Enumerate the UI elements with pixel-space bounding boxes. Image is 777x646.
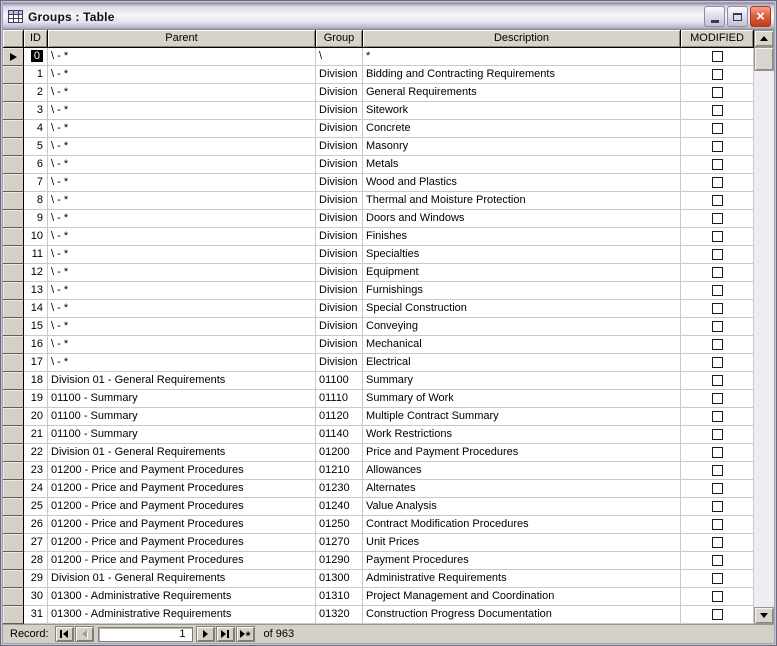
maximize-button[interactable]	[727, 6, 748, 27]
record-selector[interactable]	[3, 462, 24, 480]
modified-checkbox[interactable]	[712, 195, 723, 206]
cell-id[interactable]: 14	[24, 300, 48, 318]
cell-description[interactable]: Unit Prices	[363, 534, 681, 552]
cell-description[interactable]: Mechanical	[363, 336, 681, 354]
cell-description[interactable]: Alternates	[363, 480, 681, 498]
cell-modified[interactable]	[681, 444, 754, 462]
cell-modified[interactable]	[681, 48, 754, 66]
cell-parent[interactable]: \ - *	[48, 210, 316, 228]
cell-group[interactable]: Division	[316, 66, 363, 84]
cell-id[interactable]: 21	[24, 426, 48, 444]
modified-checkbox[interactable]	[712, 501, 723, 512]
new-record-button[interactable]: *	[236, 626, 255, 642]
cell-parent[interactable]: \ - *	[48, 192, 316, 210]
cell-id[interactable]: 4	[24, 120, 48, 138]
cell-parent[interactable]: Division 01 - General Requirements	[48, 570, 316, 588]
cell-description[interactable]: Thermal and Moisture Protection	[363, 192, 681, 210]
record-label: Record:	[10, 628, 49, 640]
cell-modified[interactable]	[681, 84, 754, 102]
cell-modified[interactable]	[681, 336, 754, 354]
cell-description[interactable]: Specialties	[363, 246, 681, 264]
record-selector[interactable]	[3, 300, 24, 318]
modified-checkbox[interactable]	[712, 357, 723, 368]
cell-parent[interactable]: \ - *	[48, 48, 316, 66]
cell-modified[interactable]	[681, 552, 754, 570]
cell-parent[interactable]: 01200 - Price and Payment Procedures	[48, 480, 316, 498]
cell-description[interactable]: Masonry	[363, 138, 681, 156]
table-row	[3, 120, 754, 138]
modified-checkbox[interactable]	[712, 69, 723, 80]
cell-group[interactable]: Division	[316, 246, 363, 264]
cell-id[interactable]: 27	[24, 534, 48, 552]
cell-id[interactable]: 20	[24, 408, 48, 426]
modified-checkbox[interactable]	[712, 159, 723, 170]
modified-checkbox[interactable]	[712, 375, 723, 386]
modified-checkbox[interactable]	[712, 555, 723, 566]
table-row	[3, 48, 754, 66]
modified-checkbox[interactable]	[712, 339, 723, 350]
table-row	[3, 156, 754, 174]
table-row	[3, 84, 754, 102]
table-row	[3, 354, 754, 372]
cell-description[interactable]: General Requirements	[363, 84, 681, 102]
cell-description[interactable]: Sitework	[363, 102, 681, 120]
modified-checkbox[interactable]	[712, 447, 723, 458]
cell-parent[interactable]: 01300 - Administrative Requirements	[48, 606, 316, 624]
cell-group[interactable]: Division	[316, 354, 363, 372]
scroll-up-button[interactable]	[754, 30, 774, 47]
table-row	[3, 534, 754, 552]
cell-modified[interactable]	[681, 462, 754, 480]
last-record-button[interactable]	[216, 626, 235, 642]
modified-checkbox[interactable]	[712, 249, 723, 260]
cell-description[interactable]: Electrical	[363, 354, 681, 372]
modified-checkbox[interactable]	[712, 411, 723, 422]
first-record-button[interactable]	[55, 626, 74, 642]
cell-modified[interactable]	[681, 516, 754, 534]
table-row	[3, 444, 754, 462]
cell-description[interactable]: *	[363, 48, 681, 66]
record-selector[interactable]	[3, 210, 24, 228]
cell-group[interactable]: 01200	[316, 444, 363, 462]
table-row	[3, 318, 754, 336]
modified-checkbox[interactable]	[712, 519, 723, 530]
cell-modified[interactable]	[681, 66, 754, 84]
modified-checkbox[interactable]	[712, 429, 723, 440]
cell-description[interactable]: Furnishings	[363, 282, 681, 300]
cell-group[interactable]: 01210	[316, 462, 363, 480]
modified-checkbox[interactable]	[712, 87, 723, 98]
table-icon	[8, 10, 23, 23]
modified-checkbox[interactable]	[712, 465, 723, 476]
record-selector[interactable]	[3, 390, 24, 408]
record-selector[interactable]	[3, 138, 24, 156]
close-button[interactable]	[750, 6, 771, 27]
modified-checkbox[interactable]	[712, 393, 723, 404]
cell-id[interactable]: 3	[24, 102, 48, 120]
cell-group[interactable]: Division	[316, 174, 363, 192]
record-selector[interactable]	[3, 48, 24, 66]
cell-description[interactable]: Price and Payment Procedures	[363, 444, 681, 462]
cell-parent[interactable]: \ - *	[48, 156, 316, 174]
cell-parent[interactable]: 01100 - Summary	[48, 426, 316, 444]
table-row	[3, 210, 754, 228]
cell-modified[interactable]	[681, 192, 754, 210]
cell-id[interactable]: 7	[24, 174, 48, 192]
cell-description[interactable]: Bidding and Contracting Requirements	[363, 66, 681, 84]
minimize-icon	[711, 20, 719, 23]
cell-description[interactable]: Summary of Work	[363, 390, 681, 408]
modified-checkbox[interactable]	[712, 231, 723, 242]
cell-modified[interactable]	[681, 318, 754, 336]
cell-id[interactable]: 1	[24, 66, 48, 84]
modified-checkbox[interactable]	[712, 141, 723, 152]
cell-modified[interactable]	[681, 606, 754, 624]
record-selector[interactable]	[3, 66, 24, 84]
record-selector[interactable]	[3, 372, 24, 390]
table-row	[3, 246, 754, 264]
cell-id[interactable]: 2	[24, 84, 48, 102]
cell-modified[interactable]	[681, 480, 754, 498]
cell-group[interactable]: 01250	[316, 516, 363, 534]
cell-group[interactable]: Division	[316, 336, 363, 354]
cell-modified[interactable]	[681, 120, 754, 138]
cell-group[interactable]: Division	[316, 210, 363, 228]
cell-id[interactable]: 8	[24, 192, 48, 210]
cell-description[interactable]: Metals	[363, 156, 681, 174]
cell-group[interactable]: 01290	[316, 552, 363, 570]
cell-id[interactable]: 23	[24, 462, 48, 480]
modified-checkbox[interactable]	[712, 213, 723, 224]
cell-modified[interactable]	[681, 210, 754, 228]
table-row	[3, 498, 754, 516]
modified-checkbox[interactable]	[712, 123, 723, 134]
previous-record-button[interactable]	[75, 626, 94, 642]
table-row	[3, 552, 754, 570]
cell-modified[interactable]	[681, 354, 754, 372]
cell-group[interactable]: Division	[316, 228, 363, 246]
cell-parent[interactable]: 01200 - Price and Payment Procedures	[48, 534, 316, 552]
scrollbar-thumb[interactable]	[754, 47, 774, 71]
cell-group[interactable]: Division	[316, 102, 363, 120]
cell-group[interactable]: Division	[316, 318, 363, 336]
cell-modified[interactable]	[681, 228, 754, 246]
cell-description[interactable]: Value Analysis	[363, 498, 681, 516]
cell-group[interactable]: Division	[316, 84, 363, 102]
cell-description[interactable]: Work Restrictions	[363, 426, 681, 444]
cell-parent[interactable]: \ - *	[48, 66, 316, 84]
table-row	[3, 588, 754, 606]
cell-parent[interactable]: \ - *	[48, 246, 316, 264]
record-selector[interactable]	[3, 408, 24, 426]
record-selector[interactable]	[3, 102, 24, 120]
minimize-button[interactable]	[704, 6, 725, 27]
cell-group[interactable]: 01120	[316, 408, 363, 426]
record-selector[interactable]	[3, 570, 24, 588]
table-row	[3, 264, 754, 282]
record-selector[interactable]	[3, 336, 24, 354]
cell-parent[interactable]: \ - *	[48, 120, 316, 138]
cell-parent[interactable]: \ - *	[48, 336, 316, 354]
cell-id[interactable]: 11	[24, 246, 48, 264]
modified-checkbox[interactable]	[712, 609, 723, 620]
cell-modified[interactable]	[681, 570, 754, 588]
record-selector[interactable]	[3, 246, 24, 264]
cell-group[interactable]: 01270	[316, 534, 363, 552]
cell-modified[interactable]	[681, 390, 754, 408]
table-row	[3, 336, 754, 354]
record-selector[interactable]	[3, 192, 24, 210]
close-icon: ×	[756, 8, 765, 25]
first-record-icon	[60, 630, 62, 638]
cell-description[interactable]: Concrete	[363, 120, 681, 138]
record-selector[interactable]	[3, 606, 24, 624]
record-selector[interactable]	[3, 264, 24, 282]
window-title: Groups : Table	[28, 9, 115, 24]
modified-checkbox[interactable]	[712, 483, 723, 494]
cell-group[interactable]: 01110	[316, 390, 363, 408]
cell-description[interactable]: Payment Procedures	[363, 552, 681, 570]
cell-group[interactable]: 01140	[316, 426, 363, 444]
record-selector[interactable]	[3, 318, 24, 336]
cell-id[interactable]: 25	[24, 498, 48, 516]
table-row	[3, 480, 754, 498]
record-selector[interactable]	[3, 552, 24, 570]
modified-checkbox[interactable]	[712, 105, 723, 116]
cell-id[interactable]: 9	[24, 210, 48, 228]
cell-modified[interactable]	[681, 588, 754, 606]
table-row	[3, 372, 754, 390]
cell-description[interactable]: Doors and Windows	[363, 210, 681, 228]
next-record-button[interactable]	[196, 626, 215, 642]
cell-group[interactable]: 01240	[316, 498, 363, 516]
table-row	[3, 570, 754, 588]
record-selector[interactable]	[3, 156, 24, 174]
table-row	[3, 102, 754, 120]
cell-id[interactable]: 17	[24, 354, 48, 372]
datasheet-area	[3, 30, 774, 643]
cell-parent[interactable]: 01200 - Price and Payment Procedures	[48, 516, 316, 534]
cell-description[interactable]: Contract Modification Procedures	[363, 516, 681, 534]
cell-parent[interactable]: \ - *	[48, 102, 316, 120]
table-row	[3, 138, 754, 156]
new-record-icon	[240, 630, 245, 638]
record-selector[interactable]	[3, 426, 24, 444]
cell-id[interactable]: 31	[24, 606, 48, 624]
cell-id[interactable]: 30	[24, 588, 48, 606]
cell-parent[interactable]: \ - *	[48, 300, 316, 318]
cell-id[interactable]: 6	[24, 156, 48, 174]
table-row	[3, 606, 754, 624]
column-header-modified[interactable]: MODIFIED	[681, 30, 754, 48]
cell-group[interactable]: Division	[316, 120, 363, 138]
cell-group[interactable]: 01300	[316, 570, 363, 588]
modified-checkbox[interactable]	[712, 537, 723, 548]
modified-checkbox[interactable]	[712, 321, 723, 332]
cell-parent[interactable]: 01200 - Price and Payment Procedures	[48, 462, 316, 480]
cell-description[interactable]: Finishes	[363, 228, 681, 246]
cell-modified[interactable]	[681, 534, 754, 552]
cell-id[interactable]: 24	[24, 480, 48, 498]
cell-parent[interactable]: \ - *	[48, 228, 316, 246]
record-number-input[interactable]	[98, 627, 193, 642]
cell-id[interactable]: 29	[24, 570, 48, 588]
next-record-icon	[203, 630, 208, 638]
cell-parent[interactable]: 01100 - Summary	[48, 408, 316, 426]
table-row	[3, 174, 754, 192]
record-selector[interactable]	[3, 534, 24, 552]
cell-modified[interactable]	[681, 282, 754, 300]
cell-group[interactable]: Division	[316, 264, 363, 282]
table-row	[3, 228, 754, 246]
cell-id[interactable]: 5	[24, 138, 48, 156]
table-row	[3, 192, 754, 210]
table-row	[3, 462, 754, 480]
cell-id[interactable]: 18	[24, 372, 48, 390]
record-selector[interactable]	[3, 480, 24, 498]
cell-modified[interactable]	[681, 264, 754, 282]
cell-group[interactable]: \	[316, 48, 363, 66]
cell-description[interactable]: Summary	[363, 372, 681, 390]
title-bar[interactable]	[3, 3, 774, 30]
cell-group[interactable]: 01230	[316, 480, 363, 498]
table-row	[3, 300, 754, 318]
cell-modified[interactable]	[681, 408, 754, 426]
cell-parent[interactable]: \ - *	[48, 318, 316, 336]
cell-parent[interactable]: \ - *	[48, 174, 316, 192]
record-count-text: of 963	[263, 628, 295, 640]
cell-modified[interactable]	[681, 300, 754, 318]
cell-modified[interactable]	[681, 498, 754, 516]
cell-group[interactable]: Division	[316, 282, 363, 300]
record-selector[interactable]	[3, 174, 24, 192]
datasheet-grid	[3, 30, 754, 624]
cell-id[interactable]: 19	[24, 390, 48, 408]
previous-record-icon	[82, 630, 87, 638]
column-header-row	[3, 30, 754, 48]
cell-parent[interactable]: 01100 - Summary	[48, 390, 316, 408]
record-selector[interactable]	[3, 120, 24, 138]
cell-parent[interactable]: \ - *	[48, 354, 316, 372]
cell-description[interactable]: Project Management and Coordination	[363, 588, 681, 606]
modified-checkbox[interactable]	[712, 285, 723, 296]
cell-group[interactable]: 01100	[316, 372, 363, 390]
cell-id[interactable]	[24, 48, 48, 66]
table-row	[3, 66, 754, 84]
table-row	[3, 282, 754, 300]
chevron-up-icon	[760, 36, 768, 41]
cell-id[interactable]: 28	[24, 552, 48, 570]
vertical-scrollbar[interactable]	[754, 30, 774, 624]
table-row	[3, 408, 754, 426]
modified-checkbox[interactable]	[712, 303, 723, 314]
cell-id[interactable]: 26	[24, 516, 48, 534]
last-record-icon	[221, 630, 226, 638]
record-selector[interactable]	[3, 84, 24, 102]
column-header-group[interactable]: Group	[316, 30, 363, 48]
cell-id[interactable]: 22	[24, 444, 48, 462]
cell-parent[interactable]: \ - *	[48, 264, 316, 282]
record-navigation-bar	[3, 624, 774, 643]
cell-parent[interactable]: \ - *	[48, 84, 316, 102]
modified-checkbox[interactable]	[712, 591, 723, 602]
modified-checkbox[interactable]	[712, 177, 723, 188]
cell-parent[interactable]: 01300 - Administrative Requirements	[48, 588, 316, 606]
scrollbar-track[interactable]	[754, 71, 774, 607]
record-selector[interactable]	[3, 444, 24, 462]
cell-description[interactable]: Special Construction	[363, 300, 681, 318]
cell-group[interactable]: Division	[316, 156, 363, 174]
cell-modified[interactable]	[681, 372, 754, 390]
cell-id[interactable]: 15	[24, 318, 48, 336]
column-header-description[interactable]: Description	[363, 30, 681, 48]
record-selector[interactable]	[3, 228, 24, 246]
column-header-parent[interactable]: Parent	[48, 30, 316, 48]
cell-group[interactable]: Division	[316, 138, 363, 156]
cell-description[interactable]: Administrative Requirements	[363, 570, 681, 588]
table-rows	[3, 48, 754, 624]
chevron-down-icon	[760, 613, 768, 618]
cell-id[interactable]: 12	[24, 264, 48, 282]
cell-description[interactable]: Equipment	[363, 264, 681, 282]
record-selector[interactable]	[3, 588, 24, 606]
cell-modified[interactable]	[681, 102, 754, 120]
cell-modified[interactable]	[681, 156, 754, 174]
selected-cell-value: 0	[31, 50, 43, 62]
cell-id[interactable]: 10	[24, 228, 48, 246]
cell-modified[interactable]	[681, 246, 754, 264]
cell-description[interactable]: Conveying	[363, 318, 681, 336]
table-row	[3, 390, 754, 408]
cell-modified[interactable]	[681, 174, 754, 192]
modified-checkbox[interactable]	[712, 51, 723, 62]
record-selector[interactable]	[3, 354, 24, 372]
cell-description[interactable]: Construction Progress Documentation	[363, 606, 681, 624]
cell-description[interactable]: Multiple Contract Summary	[363, 408, 681, 426]
cell-group[interactable]: 01320	[316, 606, 363, 624]
record-selector[interactable]	[3, 498, 24, 516]
select-all-corner[interactable]	[3, 30, 24, 48]
maximize-icon	[733, 13, 742, 21]
cell-parent[interactable]: Division 01 - General Requirements	[48, 444, 316, 462]
scroll-down-button[interactable]	[754, 607, 774, 624]
cell-modified[interactable]	[681, 426, 754, 444]
cell-description[interactable]: Allowances	[363, 462, 681, 480]
table-row	[3, 516, 754, 534]
record-selector[interactable]	[3, 282, 24, 300]
cell-parent[interactable]: 01200 - Price and Payment Procedures	[48, 552, 316, 570]
modified-checkbox[interactable]	[712, 267, 723, 278]
cell-parent[interactable]: Division 01 - General Requirements	[48, 372, 316, 390]
table-row	[3, 426, 754, 444]
cell-id[interactable]: 16	[24, 336, 48, 354]
cell-group[interactable]: Division	[316, 300, 363, 318]
cell-id[interactable]: 13	[24, 282, 48, 300]
cell-modified[interactable]	[681, 138, 754, 156]
cell-description[interactable]: Wood and Plastics	[363, 174, 681, 192]
cell-parent[interactable]: 01200 - Price and Payment Procedures	[48, 498, 316, 516]
column-header-id[interactable]: ID	[24, 30, 48, 48]
modified-checkbox[interactable]	[712, 573, 723, 584]
cell-parent[interactable]: \ - *	[48, 138, 316, 156]
current-record-arrow-icon	[10, 53, 17, 61]
cell-group[interactable]: Division	[316, 192, 363, 210]
cell-parent[interactable]: \ - *	[48, 282, 316, 300]
cell-group[interactable]: 01310	[316, 588, 363, 606]
record-selector[interactable]	[3, 516, 24, 534]
